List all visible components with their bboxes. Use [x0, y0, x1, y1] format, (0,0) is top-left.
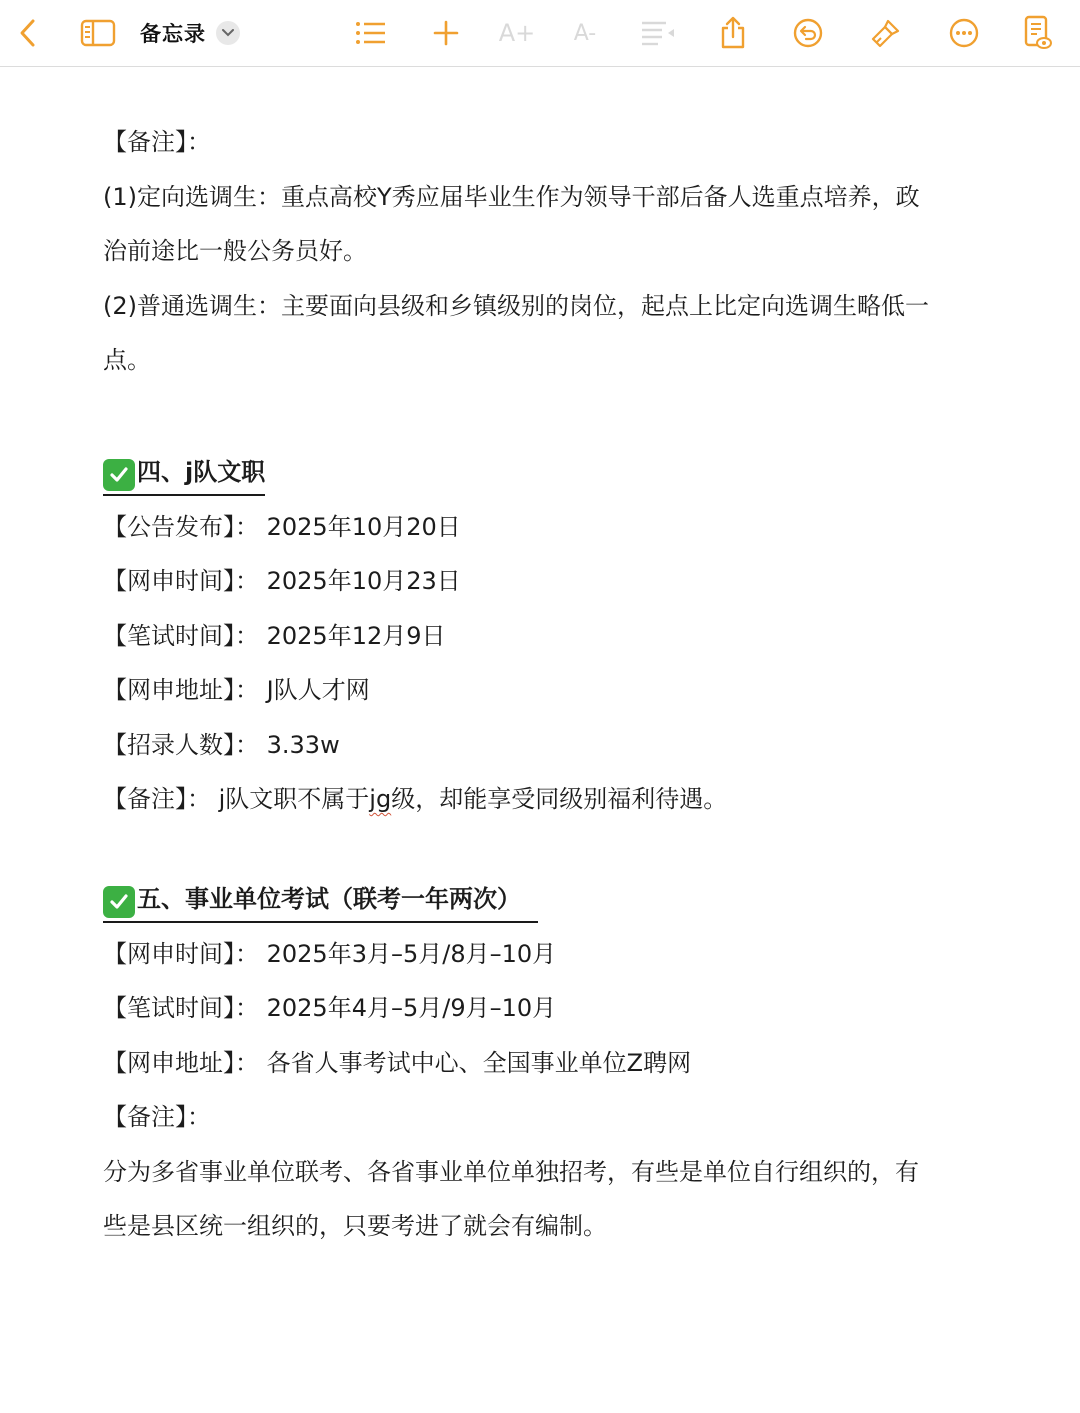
info-row: 【网申地址】： 各省人事考试中心、全国事业单位Z聘网 [103, 1048, 692, 1077]
heading-text: 五、事业单位考试（联考一年两次） [137, 884, 521, 913]
info-row: 【笔试时间】： 2025年12月9日 [103, 621, 446, 650]
info-row: 【招录人数】： 3.33w [103, 730, 340, 759]
heading-text: 四、j队文职 [137, 457, 266, 486]
undo-icon[interactable] [788, 0, 828, 66]
info-row: 【公告发布】： 2025年10月20日 [103, 512, 461, 541]
plus-icon[interactable] [426, 0, 466, 66]
section-heading-5 [103, 879, 538, 923]
remark-prefix: 【备注】： j队文职不属于 [103, 785, 370, 813]
toolbar [0, 0, 1080, 67]
font-decrease-icon[interactable]: A- [573, 20, 597, 46]
info-row-remark [103, 772, 983, 827]
align-icon[interactable] [638, 0, 678, 66]
brush-icon[interactable] [866, 0, 906, 66]
remark-line: (2)普通选调生：主要面向县级和乡镇级别的岗位，起点上比定向选调生略低一 [103, 291, 929, 320]
remark-line: 些是县区统一组织的，只要考进了就会有编制。 [103, 1212, 607, 1240]
note-folder-title[interactable] [140, 0, 240, 66]
list-icon[interactable] [350, 0, 392, 66]
more-icon[interactable] [944, 0, 984, 66]
remark-label: 【备注】： [103, 128, 211, 156]
remark-label: 【备注】： [103, 1103, 211, 1131]
checkmark-icon [103, 459, 135, 491]
remark-line: 点。 [103, 346, 151, 374]
share-icon[interactable] [714, 0, 752, 66]
section-heading-4 [103, 452, 265, 496]
chevron-left-icon[interactable] [8, 0, 48, 66]
remark-suffix: 级，却能享受同级别福利待遇。 [391, 785, 728, 813]
font-increase-icon[interactable]: A+ [498, 19, 536, 47]
info-row: 【网申地址】： J队人才网 [103, 676, 370, 704]
info-row: 【网申时间】： 2025年3月–5月/8月–10月 [103, 939, 557, 968]
document-view-icon[interactable] [1018, 0, 1058, 66]
note-body[interactable] [103, 115, 983, 1254]
info-row: 【笔试时间】： 2025年4月–5月/9月–10月 [103, 994, 557, 1022]
sidebar-icon[interactable] [76, 0, 120, 66]
spellcheck-word[interactable]: jg [369, 785, 392, 813]
checkmark-icon [103, 886, 135, 918]
page-title: 备忘录 [140, 22, 206, 46]
remark-line: 分为多省事业单位联考、各省事业单位单独招考，有些是单位自行组织的，有 [103, 1157, 919, 1186]
info-row: 【网申时间】： 2025年10月23日 [103, 567, 461, 595]
remark-line: (1)定向选调生：重点高校Y秀应届毕业生作为领导干部后备人选重点培养，政 [103, 182, 920, 211]
chevron-down-icon[interactable] [216, 21, 240, 45]
remark-line: 治前途比一般公务员好。 [103, 237, 367, 265]
